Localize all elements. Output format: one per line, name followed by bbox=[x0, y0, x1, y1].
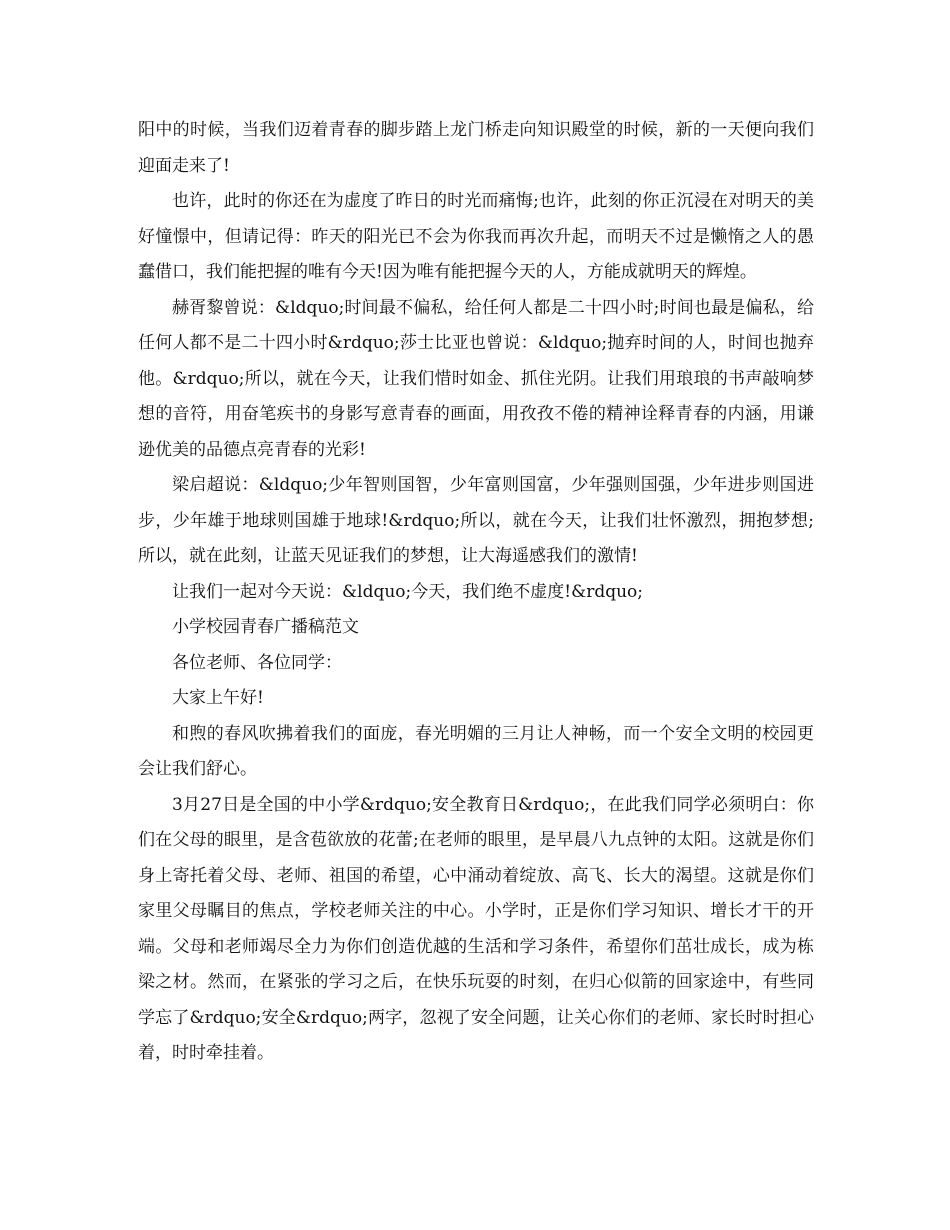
salutation: 各位老师、各位同学： bbox=[172, 652, 342, 673]
paragraph: 赫胥黎曾说：&ldquo;时间最不偏私，给任何人都是二十四小时;时间也最是偏私，给任何人都不是二十四小时&rdquo;莎士比亚也曾说：&ldquo;抛弃时间的人，时间也抛弃他。&rdquo;所以，就在今天，让我们惜时如金、抓住光阴。让我们用琅琅的书声敲响梦想的音符，用奋笔疾书的身影写意青春的画面，用孜孜不倦的精神诠释青春的内涵，用谦逊优美的品德点亮青春的光彩! bbox=[138, 297, 814, 460]
paragraph-continuation: 阳中的时候，当我们迈着青春的脚步踏上龙门桥走向知识殿堂的时候，新的一天便向我们迎面走来了! bbox=[138, 120, 814, 176]
document-body bbox=[138, 113, 814, 1072]
paragraph: 梁启超说：&ldquo;少年智则国智，少年富则国富，少年强则国强，少年进步则国进步，少年雄于地球则国雄于地球!&rdquo;所以，就在今天，让我们壮怀激烈，拥抱梦想;所以，就在此刻，让蓝天见证我们的梦想，让大海遥感我们的激情! bbox=[138, 475, 814, 566]
greeting: 大家上午好! bbox=[172, 688, 264, 708]
paragraph: 也许，此时的你还在为虚度了昨日的时光而痛悔;也许，此刻的你正沉浸在对明天的美好憧憬中，但请记得：昨天的阳光已不会为你我而再次升起，而明天不过是懒惰之人的愚蠢借口，我们能把握的唯有今天!因为唯有能把握今天的人，方能成就明天的辉煌。 bbox=[138, 191, 814, 282]
paragraph: 让我们一起对今天说：&ldquo;今天，我们绝不虚度!&rdquo; bbox=[172, 581, 644, 602]
paragraph: 3月27日是全国的中小学&rdquo;安全教育日&rdquo;，在此我们同学必须明白：你们在父母的眼里，是含苞欲放的花蕾;在老师的眼里，是早晨八九点钟的太阳。这就是你们身上寄托着父母、老师、祖国的希望，心中涌动着绽放、高飞、长大的渴望。这就是你们家里父母瞩目的焦点，学校老师关注的中心。小学时，正是你们学习知识、增长才干的开端。父母和老师竭尽全力为你们创造优越的生活和学习条件，希望你们茁壮成长，成为栋梁之材。然而，在紧张的学习之后，在快乐玩耍的时刻，在归心似箭的回家途中，有些同学忘了&rdquo;安全&rdquo;两字，忽视了安全问题，让关心你们的老师、家长时时担心着，时时牵挂着。 bbox=[138, 794, 814, 1063]
section-title: 小学校园青春广播稿范文 bbox=[172, 617, 359, 637]
paragraph: 和煦的春风吹拂着我们的面庞，春光明媚的三月让人神畅，而一个安全文明的校园更会让我们舒心。 bbox=[138, 723, 814, 779]
